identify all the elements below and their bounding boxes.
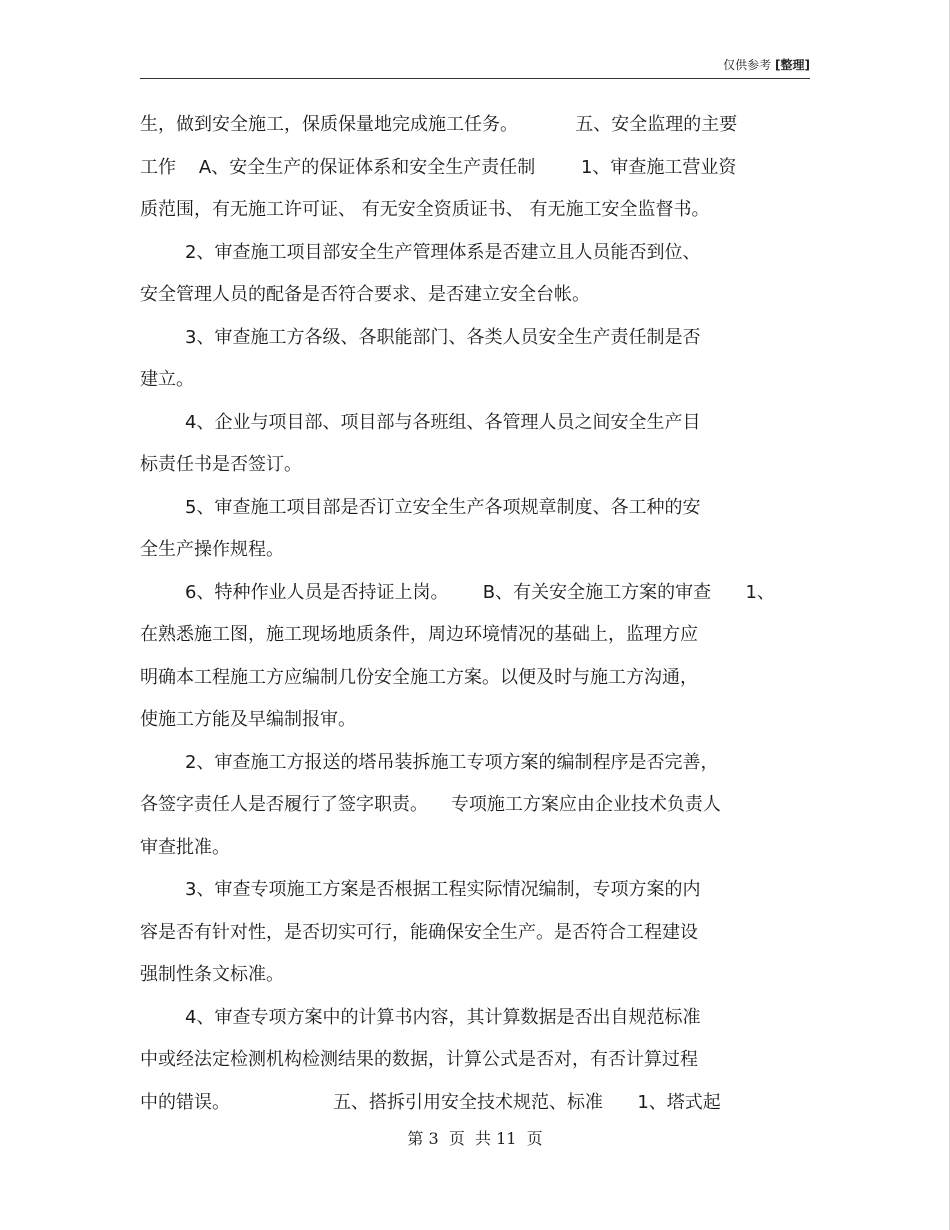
text-line: 质范围，有无施工许可证、 有无安全资质证书、 有无施工安全监督书。 <box>140 199 710 220</box>
text-line: 在熟悉施工图，施工现场地质条件，周边环境情况的基础上，监理方应 <box>140 624 698 645</box>
text-line: 标责任书是否签订。 <box>140 454 302 475</box>
text-line: 容是否有针对性，是否切实可行，能确保安全生产。是否符合工程建设 <box>140 921 698 943</box>
text-line: 6、特种作业人员是否持证上岗。 B、有关安全施工方案的审查 1、 <box>185 581 775 603</box>
text-line: 3、审查专项施工方案是否根据工程实际情况编制，专项方案的内 <box>185 879 701 900</box>
text-line: 2、审查施工项目部安全生产管理体系是否建立且人员能否到位、 <box>185 241 701 263</box>
header-bracket-note: [整理] <box>775 58 810 72</box>
document-body <box>140 104 820 1124</box>
text-line: 5、审查施工项目部是否订立安全生产各项规章制度、各工种的安 <box>185 496 701 518</box>
text-line: 强制性条文标准。 <box>140 964 284 985</box>
text-line: 4、审查专项方案中的计算书内容，其计算数据是否出自规范标准 <box>185 1006 701 1028</box>
text-line: 全生产操作规程。 <box>140 539 284 560</box>
text-line: 使施工方能及早编制报审。 <box>140 709 356 730</box>
text-line: 明确本工程施工方应编制几份安全施工方案。以便及时与施工方沟通， <box>140 666 698 688</box>
text-line: 3、审查施工方各级、各职能部门、各类人员安全生产责任制是否 <box>185 326 701 348</box>
text-line: 生，做到安全施工，保质保量地完成施工任务。 五、安全监理的主要 <box>140 114 738 135</box>
page-header <box>140 52 810 79</box>
text-line: 中或经法定检测机构检测结果的数据，计算公式是否对，有否计算过程 <box>140 1049 698 1070</box>
text-line: 2、审查施工方报送的塔吊装拆施工专项方案的编制程序是否完善， <box>185 751 719 773</box>
text-line: 中的错误。 五、搭拆引用安全技术规范、标准 1、塔式起 <box>140 1091 721 1113</box>
text-line: 审查批准。 <box>140 836 230 858</box>
text-line: 4、企业与项目部、项目部与各班组、各管理人员之间安全生产目 <box>185 411 701 433</box>
text-line: 工作 A、安全生产的保证体系和安全生产责任制 1、审查施工营业资 <box>140 156 737 178</box>
page-footer: 第 3 页 共 11 页 <box>407 1129 543 1148</box>
header-note: 仅供参考 <box>723 58 772 72</box>
text-line: 建立。 <box>140 369 194 390</box>
header-label <box>723 56 810 73</box>
text-line: 各签字责任人是否履行了签字职责。 专项施工方案应由企业技术负责人 <box>140 794 721 815</box>
text-line: 安全管理人员的配备是否符合要求、是否建立安全台帐。 <box>140 284 590 305</box>
